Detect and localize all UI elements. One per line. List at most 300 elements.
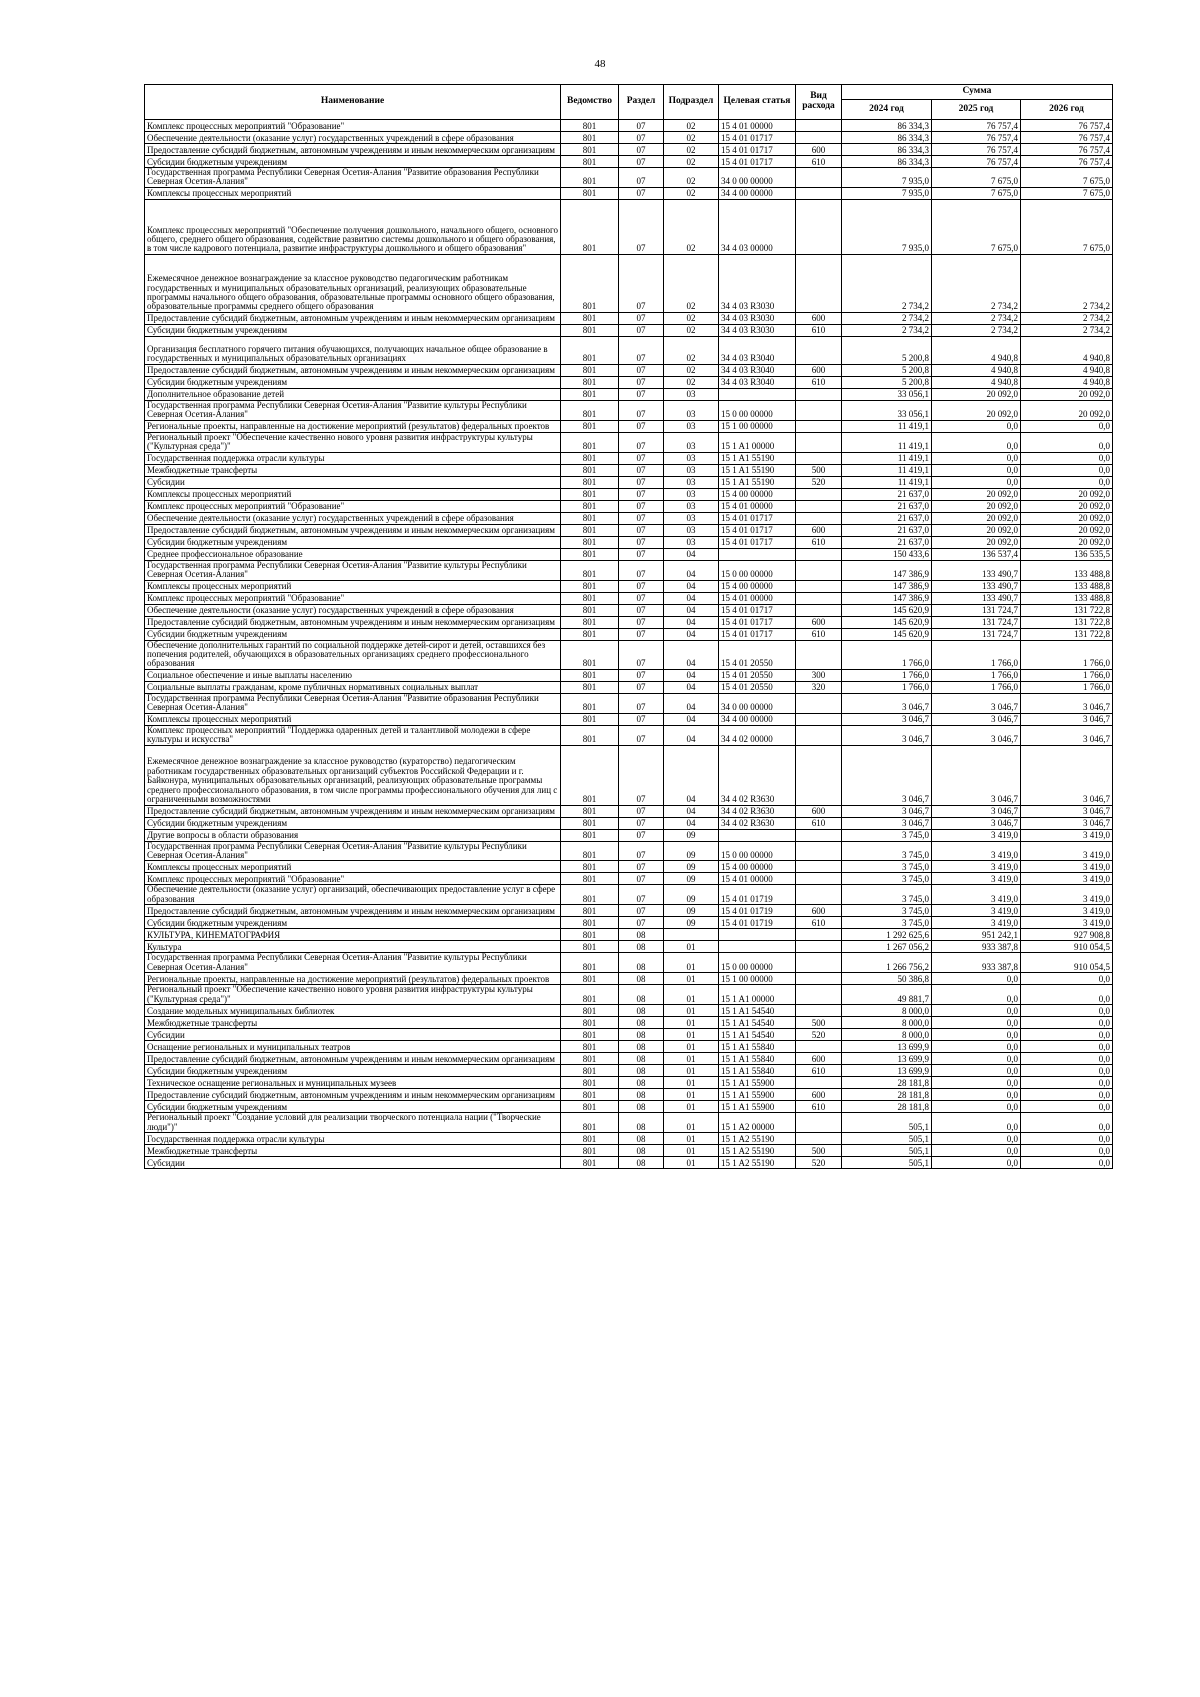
row-sum-2025: 0,0 [932, 420, 1021, 432]
row-name: Комплексы процессных мероприятий [145, 488, 561, 500]
row-name: Государственная программа Республики Северная Осетия-Алания "Развитие образования Республики Северная Осетия-Алания" [145, 693, 561, 713]
row-sum-2025: 2 734,2 [932, 324, 1021, 336]
row-expense-type: 600 [796, 144, 842, 156]
row-target-article [719, 941, 796, 953]
table-row [145, 156, 1113, 168]
table-row [145, 745, 1113, 805]
row-target-article: 34 0 00 00000 [719, 693, 796, 713]
row-name: Комплекс процессных мероприятий "Образование" [145, 120, 561, 132]
row-sum-2024: 3 745,0 [842, 841, 932, 861]
table-row [145, 476, 1113, 488]
row-podrazdel: 03 [664, 488, 719, 500]
row-podrazdel: 04 [664, 817, 719, 829]
row-target-article: 15 4 01 01717 [719, 156, 796, 168]
row-expense-type [796, 941, 842, 953]
row-name: Субсидии бюджетным учреждениям [145, 1065, 561, 1077]
row-sum-2025: 136 537,4 [932, 548, 1021, 560]
row-sum-2025: 0,0 [932, 1156, 1021, 1168]
row-razdel: 07 [619, 376, 664, 388]
row-target-article: 15 4 01 00000 [719, 873, 796, 885]
row-name: КУЛЬТУРА, КИНЕМАТОГРАФИЯ [145, 929, 561, 941]
row-name: Техническое оснащение региональных и муниципальных музеев [145, 1077, 561, 1089]
row-sum-2025: 20 092,0 [932, 524, 1021, 536]
row-sum-2024: 21 637,0 [842, 524, 932, 536]
row-name: Предоставление субсидий бюджетным, автономным учреждениям и иным некоммерческим организациям [145, 524, 561, 536]
row-vedomstvo: 801 [561, 312, 619, 324]
row-name: Региональные проекты, направленные на достижение мероприятий (результатов) федеральных проектов [145, 420, 561, 432]
row-sum-2025: 951 242,1 [932, 929, 1021, 941]
row-expense-type [796, 560, 842, 580]
row-podrazdel: 01 [664, 1041, 719, 1053]
row-sum-2024: 21 637,0 [842, 512, 932, 524]
row-razdel: 07 [619, 725, 664, 745]
row-sum-2024: 147 386,9 [842, 592, 932, 604]
row-name: Государственная программа Республики Северная Осетия-Алания "Развитие культуры Республики Северная Осетия-Алания" [145, 400, 561, 420]
table-row [145, 592, 1113, 604]
row-sum-2024: 13 699,9 [842, 1053, 932, 1065]
row-podrazdel: 03 [664, 400, 719, 420]
table-row [145, 905, 1113, 917]
row-expense-type [796, 388, 842, 400]
row-razdel: 07 [619, 388, 664, 400]
row-vedomstvo: 801 [561, 905, 619, 917]
row-razdel: 07 [619, 669, 664, 681]
row-target-article: 15 4 00 00000 [719, 488, 796, 500]
row-sum-2026: 3 419,0 [1021, 829, 1113, 841]
row-razdel: 08 [619, 941, 664, 953]
row-razdel: 08 [619, 1005, 664, 1017]
table-row [145, 1017, 1113, 1029]
row-name: Комплексы процессных мероприятий [145, 861, 561, 873]
row-sum-2026: 1 766,0 [1021, 681, 1113, 693]
row-vedomstvo: 801 [561, 536, 619, 548]
row-podrazdel: 01 [664, 1077, 719, 1089]
row-vedomstvo: 801 [561, 1132, 619, 1144]
row-sum-2026: 1 766,0 [1021, 669, 1113, 681]
header-razdel: Раздел [619, 85, 664, 120]
row-vedomstvo: 801 [561, 1029, 619, 1041]
row-sum-2025: 133 490,7 [932, 592, 1021, 604]
table-body [145, 120, 1113, 1169]
table-row [145, 604, 1113, 616]
row-razdel: 07 [619, 604, 664, 616]
row-name: Обеспечение деятельности (оказание услуг) государственных учреждений в сфере образования [145, 512, 561, 524]
row-sum-2025: 0,0 [932, 476, 1021, 488]
row-sum-2024: 3 745,0 [842, 829, 932, 841]
row-sum-2025: 76 757,4 [932, 144, 1021, 156]
row-expense-type [796, 829, 842, 841]
row-sum-2024: 147 386,9 [842, 560, 932, 580]
row-podrazdel: 01 [664, 1065, 719, 1077]
row-name: Комплекс процессных мероприятий "Обеспечение получения дошкольного, начального общего, основного общего, среднего общего образования, содействие развитию системы дошкольного и общего образования, в том числе кадрового потенциала, развитие инфраструктуры дошкольного и общего образования" [145, 199, 561, 254]
row-sum-2025: 0,0 [932, 1065, 1021, 1077]
row-name: Государственная поддержка отрасли культуры [145, 1132, 561, 1144]
row-podrazdel: 04 [664, 669, 719, 681]
row-expense-type [796, 432, 842, 452]
row-name: Ежемесячное денежное вознаграждение за классное руководство педагогическим работникам государственных и муниципальных образовательных организаций, реализующих образовательные программы начального общего образования, образовательные программы основного общего образования, образовательные программы среднего общего образования [145, 254, 561, 312]
row-razdel: 07 [619, 817, 664, 829]
row-vedomstvo: 801 [561, 861, 619, 873]
row-sum-2024: 5 200,8 [842, 376, 932, 388]
row-sum-2026: 20 092,0 [1021, 524, 1113, 536]
row-expense-type [796, 1041, 842, 1053]
row-razdel: 07 [619, 580, 664, 592]
row-sum-2026: 131 722,8 [1021, 616, 1113, 628]
row-target-article [719, 548, 796, 560]
row-sum-2026: 3 419,0 [1021, 861, 1113, 873]
row-target-article: 34 4 02 R3630 [719, 745, 796, 805]
table-row [145, 580, 1113, 592]
row-name: Обеспечение деятельности (оказание услуг) организаций, обеспечивающих предоставление услуг в сфере образования [145, 885, 561, 905]
row-sum-2025: 2 734,2 [932, 254, 1021, 312]
row-name: Субсидии бюджетным учреждениям [145, 376, 561, 388]
row-podrazdel: 02 [664, 156, 719, 168]
row-sum-2025: 0,0 [932, 464, 1021, 476]
row-podrazdel: 04 [664, 580, 719, 592]
row-vedomstvo: 801 [561, 1053, 619, 1065]
header-summa: Сумма [842, 85, 1113, 100]
row-expense-type: 610 [796, 817, 842, 829]
row-sum-2024: 2 734,2 [842, 324, 932, 336]
row-expense-type [796, 929, 842, 941]
row-razdel: 07 [619, 628, 664, 640]
row-sum-2026: 0,0 [1021, 1144, 1113, 1156]
row-expense-type [796, 400, 842, 420]
row-vedomstvo: 801 [561, 156, 619, 168]
row-podrazdel: 01 [664, 985, 719, 1005]
row-sum-2025: 3 419,0 [932, 841, 1021, 861]
row-razdel: 08 [619, 1053, 664, 1065]
row-vedomstvo: 801 [561, 524, 619, 536]
row-sum-2025: 3 046,7 [932, 805, 1021, 817]
row-target-article: 15 4 01 01717 [719, 144, 796, 156]
row-podrazdel: 03 [664, 524, 719, 536]
row-razdel: 07 [619, 132, 664, 144]
row-razdel: 08 [619, 1077, 664, 1089]
row-target-article: 15 4 01 01717 [719, 536, 796, 548]
row-podrazdel: 03 [664, 464, 719, 476]
row-target-article: 15 1 A1 55900 [719, 1077, 796, 1089]
table-row [145, 254, 1113, 312]
row-vedomstvo: 801 [561, 669, 619, 681]
row-razdel: 07 [619, 745, 664, 805]
row-sum-2026: 3 419,0 [1021, 905, 1113, 917]
row-name: Предоставление субсидий бюджетным, автономным учреждениям и иным некоммерческим организациям [145, 905, 561, 917]
table-row [145, 693, 1113, 713]
row-sum-2024: 3 046,7 [842, 745, 932, 805]
row-expense-type [796, 452, 842, 464]
row-sum-2026: 7 675,0 [1021, 168, 1113, 188]
row-sum-2025: 0,0 [932, 1089, 1021, 1101]
row-vedomstvo: 801 [561, 693, 619, 713]
row-sum-2025: 3 046,7 [932, 725, 1021, 745]
row-target-article [719, 929, 796, 941]
row-podrazdel: 01 [664, 953, 719, 973]
row-razdel: 07 [619, 452, 664, 464]
row-vedomstvo: 801 [561, 1041, 619, 1053]
row-sum-2026: 3 046,7 [1021, 817, 1113, 829]
row-sum-2025: 20 092,0 [932, 488, 1021, 500]
row-sum-2025: 3 046,7 [932, 817, 1021, 829]
row-expense-type [796, 1132, 842, 1144]
row-target-article: 15 1 A1 54540 [719, 1017, 796, 1029]
row-sum-2026: 0,0 [1021, 420, 1113, 432]
row-expense-type [796, 640, 842, 669]
row-podrazdel: 01 [664, 941, 719, 953]
row-sum-2026: 3 419,0 [1021, 873, 1113, 885]
row-sum-2024: 28 181,8 [842, 1077, 932, 1089]
row-vedomstvo: 801 [561, 464, 619, 476]
row-vedomstvo: 801 [561, 1156, 619, 1168]
row-sum-2025: 0,0 [932, 1005, 1021, 1017]
row-target-article: 15 1 A1 55190 [719, 452, 796, 464]
row-vedomstvo: 801 [561, 132, 619, 144]
row-vedomstvo: 801 [561, 640, 619, 669]
table-row [145, 536, 1113, 548]
row-expense-type [796, 336, 842, 364]
row-sum-2024: 11 419,1 [842, 420, 932, 432]
row-razdel: 08 [619, 1017, 664, 1029]
row-target-article: 34 4 00 00000 [719, 187, 796, 199]
row-expense-type [796, 693, 842, 713]
table-row [145, 1144, 1113, 1156]
row-sum-2024: 505,1 [842, 1132, 932, 1144]
row-razdel: 07 [619, 592, 664, 604]
row-vedomstvo: 801 [561, 616, 619, 628]
row-expense-type: 600 [796, 805, 842, 817]
row-razdel: 07 [619, 616, 664, 628]
row-sum-2024: 49 881,7 [842, 985, 932, 1005]
row-name: Комплексы процессных мероприятий [145, 713, 561, 725]
table-row [145, 524, 1113, 536]
row-expense-type: 610 [796, 376, 842, 388]
row-vedomstvo: 801 [561, 548, 619, 560]
row-sum-2025: 133 490,7 [932, 580, 1021, 592]
row-razdel: 08 [619, 1089, 664, 1101]
row-sum-2024: 7 935,0 [842, 187, 932, 199]
row-vedomstvo: 801 [561, 1065, 619, 1077]
row-sum-2024: 1 292 625,6 [842, 929, 932, 941]
table-row [145, 929, 1113, 941]
row-target-article: 34 4 02 R3630 [719, 817, 796, 829]
table-row [145, 312, 1113, 324]
row-expense-type [796, 420, 842, 432]
table-row [145, 953, 1113, 973]
row-expense-type: 610 [796, 536, 842, 548]
row-name: Предоставление субсидий бюджетным, автономным учреждениям и иным некоммерческим организациям [145, 805, 561, 817]
row-sum-2025: 3 046,7 [932, 745, 1021, 805]
row-target-article: 15 1 A1 55190 [719, 476, 796, 488]
row-podrazdel: 09 [664, 841, 719, 861]
row-target-article: 15 4 01 01719 [719, 917, 796, 929]
row-vedomstvo: 801 [561, 725, 619, 745]
row-podrazdel: 09 [664, 873, 719, 885]
row-razdel: 08 [619, 1041, 664, 1053]
row-expense-type: 610 [796, 1101, 842, 1113]
row-name: Обеспечение деятельности (оказание услуг) государственных учреждений в сфере образования [145, 132, 561, 144]
row-sum-2026: 3 419,0 [1021, 885, 1113, 905]
row-razdel: 07 [619, 336, 664, 364]
row-name: Предоставление субсидий бюджетным, автономным учреждениям и иным некоммерческим организациям [145, 1089, 561, 1101]
row-name: Субсидии бюджетным учреждениям [145, 1101, 561, 1113]
row-podrazdel: 01 [664, 1144, 719, 1156]
row-expense-type [796, 580, 842, 592]
row-target-article: 15 4 01 00000 [719, 120, 796, 132]
row-target-article: 34 4 03 R3040 [719, 376, 796, 388]
row-sum-2025: 0,0 [932, 973, 1021, 985]
row-vedomstvo: 801 [561, 168, 619, 188]
row-sum-2024: 1 766,0 [842, 640, 932, 669]
row-target-article: 15 4 01 01717 [719, 524, 796, 536]
row-name: Субсидии бюджетным учреждениям [145, 628, 561, 640]
row-expense-type: 520 [796, 1029, 842, 1041]
row-expense-type [796, 873, 842, 885]
row-razdel: 07 [619, 432, 664, 452]
row-target-article: 15 1 00 00000 [719, 973, 796, 985]
row-target-article: 15 1 A1 55900 [719, 1089, 796, 1101]
row-sum-2024: 86 334,3 [842, 156, 932, 168]
row-podrazdel: 02 [664, 168, 719, 188]
row-target-article: 15 4 01 01717 [719, 604, 796, 616]
row-sum-2026: 0,0 [1021, 1029, 1113, 1041]
row-sum-2025: 76 757,4 [932, 120, 1021, 132]
row-podrazdel [664, 929, 719, 941]
row-vedomstvo: 801 [561, 592, 619, 604]
row-name: Региональный проект "Создание условий для реализации творческого потенциала нации ("Творческие люди")" [145, 1113, 561, 1133]
table-row [145, 452, 1113, 464]
row-vedomstvo: 801 [561, 628, 619, 640]
row-sum-2024: 13 699,9 [842, 1041, 932, 1053]
row-podrazdel: 04 [664, 616, 719, 628]
row-sum-2025: 1 766,0 [932, 681, 1021, 693]
row-expense-type [796, 885, 842, 905]
row-name: Субсидии бюджетным учреждениям [145, 324, 561, 336]
row-vedomstvo: 801 [561, 745, 619, 805]
row-sum-2026: 76 757,4 [1021, 156, 1113, 168]
row-name: Региональные проекты, направленные на достижение мероприятий (результатов) федеральных проектов [145, 973, 561, 985]
row-target-article: 34 4 02 00000 [719, 725, 796, 745]
row-podrazdel: 09 [664, 917, 719, 929]
row-sum-2025: 20 092,0 [932, 536, 1021, 548]
row-target-article: 15 4 01 20550 [719, 681, 796, 693]
row-razdel: 07 [619, 324, 664, 336]
row-podrazdel: 03 [664, 432, 719, 452]
row-sum-2025: 0,0 [932, 1113, 1021, 1133]
row-razdel: 08 [619, 1065, 664, 1077]
row-sum-2024: 150 433,6 [842, 548, 932, 560]
row-sum-2026: 76 757,4 [1021, 120, 1113, 132]
row-expense-type: 600 [796, 905, 842, 917]
row-name: Социальные выплаты гражданам, кроме публичных нормативных социальных выплат [145, 681, 561, 693]
row-name: Комплекс процессных мероприятий "Поддержка одаренных детей и талантливой молодежи в сфере культуры и искусства" [145, 725, 561, 745]
row-razdel: 07 [619, 400, 664, 420]
row-vedomstvo: 801 [561, 985, 619, 1005]
table-row [145, 324, 1113, 336]
row-expense-type: 320 [796, 681, 842, 693]
row-sum-2026: 76 757,4 [1021, 132, 1113, 144]
row-sum-2025: 0,0 [932, 1132, 1021, 1144]
row-target-article: 15 4 01 20550 [719, 669, 796, 681]
row-expense-type: 600 [796, 312, 842, 324]
row-sum-2026: 0,0 [1021, 1101, 1113, 1113]
row-sum-2024: 3 745,0 [842, 885, 932, 905]
row-name: Создание модельных муниципальных библиотек [145, 1005, 561, 1017]
row-name: Межбюджетные трансферты [145, 1017, 561, 1029]
row-podrazdel: 01 [664, 1005, 719, 1017]
row-expense-type: 520 [796, 1156, 842, 1168]
row-vedomstvo: 801 [561, 941, 619, 953]
table-row [145, 560, 1113, 580]
table-row [145, 1113, 1113, 1133]
row-expense-type [796, 604, 842, 616]
row-sum-2024: 2 734,2 [842, 254, 932, 312]
row-podrazdel: 04 [664, 681, 719, 693]
row-podrazdel: 02 [664, 376, 719, 388]
row-expense-type [796, 1005, 842, 1017]
row-sum-2026: 0,0 [1021, 1041, 1113, 1053]
row-vedomstvo: 801 [561, 580, 619, 592]
row-expense-type: 610 [796, 1065, 842, 1077]
row-name: Предоставление субсидий бюджетным, автономным учреждениям и иным некоммерческим организациям [145, 1053, 561, 1065]
row-target-article: 15 1 A1 00000 [719, 985, 796, 1005]
row-name: Другие вопросы в области образования [145, 829, 561, 841]
row-razdel: 07 [619, 917, 664, 929]
header-year-2024: 2024 год [842, 100, 932, 120]
row-sum-2025: 20 092,0 [932, 388, 1021, 400]
row-sum-2026: 131 722,8 [1021, 604, 1113, 616]
table-row [145, 1029, 1113, 1041]
row-sum-2025: 3 046,7 [932, 713, 1021, 725]
row-podrazdel: 03 [664, 536, 719, 548]
row-sum-2024: 3 046,7 [842, 817, 932, 829]
row-target-article: 15 0 00 00000 [719, 841, 796, 861]
row-vedomstvo: 801 [561, 400, 619, 420]
row-razdel: 08 [619, 1113, 664, 1133]
row-sum-2024: 11 419,1 [842, 432, 932, 452]
row-expense-type [796, 1113, 842, 1133]
row-name: Комплекс процессных мероприятий "Образование" [145, 500, 561, 512]
row-podrazdel: 03 [664, 420, 719, 432]
row-sum-2026: 0,0 [1021, 1017, 1113, 1029]
row-vedomstvo: 801 [561, 187, 619, 199]
row-name: Государственная программа Республики Северная Осетия-Алания "Развитие культуры Республики Северная Осетия-Алания" [145, 560, 561, 580]
table-row [145, 336, 1113, 364]
row-podrazdel: 02 [664, 199, 719, 254]
table-row [145, 548, 1113, 560]
row-expense-type [796, 745, 842, 805]
row-expense-type [796, 861, 842, 873]
row-sum-2024: 86 334,3 [842, 144, 932, 156]
row-sum-2024: 5 200,8 [842, 336, 932, 364]
row-target-article: 15 4 00 00000 [719, 861, 796, 873]
row-target-article: 34 4 00 00000 [719, 713, 796, 725]
row-sum-2024: 7 935,0 [842, 168, 932, 188]
row-target-article: 34 4 03 R3030 [719, 312, 796, 324]
row-target-article: 15 1 A1 55840 [719, 1065, 796, 1077]
row-sum-2025: 76 757,4 [932, 156, 1021, 168]
table-row [145, 681, 1113, 693]
row-razdel: 07 [619, 199, 664, 254]
row-razdel: 08 [619, 1156, 664, 1168]
row-razdel: 07 [619, 364, 664, 376]
row-expense-type [796, 512, 842, 524]
table-row [145, 187, 1113, 199]
row-sum-2025: 3 419,0 [932, 885, 1021, 905]
budget-table [144, 84, 1113, 1169]
row-podrazdel: 04 [664, 628, 719, 640]
row-target-article: 15 1 A1 54540 [719, 1029, 796, 1041]
row-name: Предоставление субсидий бюджетным, автономным учреждениям и иным некоммерческим организациям [145, 364, 561, 376]
